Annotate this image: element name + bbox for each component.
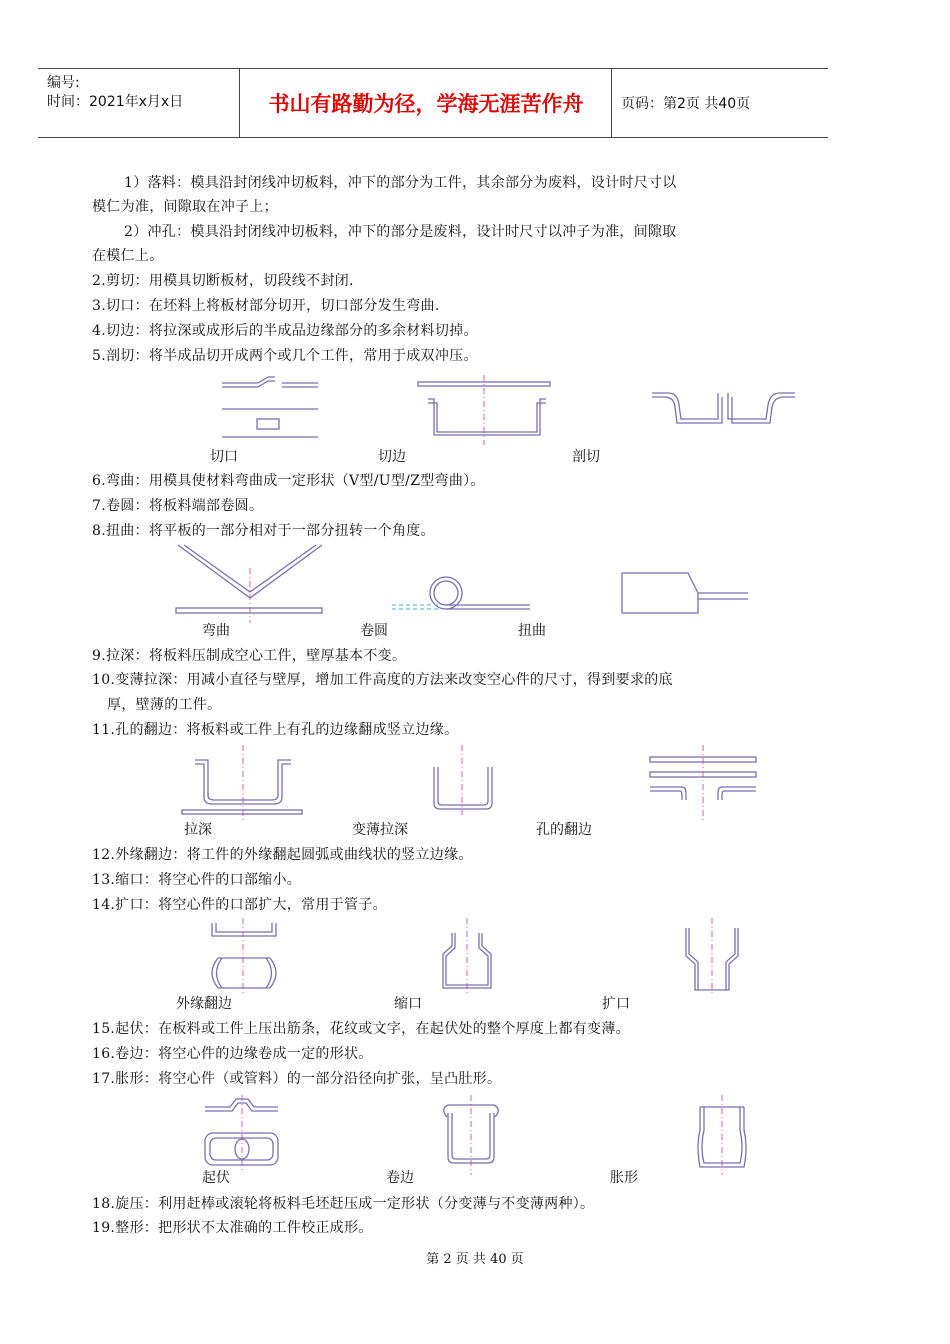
text-line: 14.扩口：将空心件的口部扩大，常用于管子。 — [92, 897, 387, 913]
text-line: 5.剖切：将半成品切开成两个或几个工件，常用于成双冲压。 — [92, 348, 478, 364]
figure-caption: 起伏 — [202, 1170, 230, 1186]
figure-caption: 扭曲 — [518, 623, 546, 639]
outer-flanging-figure — [212, 918, 276, 996]
figure-caption: 孔的翻边 — [536, 822, 592, 838]
text-line: 17.胀形：将空心件（或管料）的一部分沿径向扩张，呈凸肚形。 — [92, 1071, 502, 1087]
figure-row-flanging — [0, 918, 950, 998]
deep-drawing-figure — [182, 745, 302, 820]
necking-figure — [443, 918, 491, 996]
figure-caption: 切口 — [210, 449, 238, 465]
text-line: 模仁为准，间隙取在冲子上； — [92, 199, 278, 215]
figure-caption: 拉深 — [184, 822, 212, 838]
bulging-figure — [698, 1095, 746, 1175]
ironing-figure — [434, 745, 492, 815]
text-line: 9.拉深：将板料压制成空心工件，壁厚基本不变。 — [92, 648, 407, 664]
sectioning-figure — [652, 393, 795, 423]
text-line: 7.卷圆：将板料端部卷圆。 — [92, 498, 264, 514]
expanding-figure — [686, 918, 738, 996]
text-line: 2.剪切：用模具切断板材，切段线不封闭. — [92, 273, 354, 289]
page-header — [38, 68, 828, 138]
text-line: 12.外缘翻边：将工件的外缘翻起圆弧或曲线状的竖立边缘。 — [92, 847, 473, 863]
text-line: 11.孔的翻边：将板料或工件上有孔的边缘翻成竖立边缘。 — [92, 722, 459, 738]
figure-caption: 缩口 — [394, 996, 422, 1012]
figure-caption: 弯曲 — [202, 623, 230, 639]
beading-figure — [444, 1095, 499, 1175]
text-line: 13.缩口：将空心件的口部缩小。 — [92, 872, 302, 888]
figure-caption: 剖切 — [572, 449, 600, 465]
bending-figure — [176, 545, 322, 623]
figure-row-cutting — [0, 375, 950, 445]
text-line: 8.扭曲：将平板的一部分相对于一部分扭转一个角度。 — [92, 523, 435, 539]
text-line: 18.旋压：利用赶棒或滚轮将板料毛坯赶压成一定形状（分变薄与不变薄两种）。 — [92, 1196, 595, 1212]
text-line: 6.弯曲：用模具使材料弯曲成一定形状（V型/U型/Z型弯曲）。 — [92, 473, 485, 489]
page-footer: 第 2 页 共 40 页 — [426, 1252, 524, 1267]
header-divider — [611, 69, 612, 137]
header-page-info: 页码：第2页 共40页 — [621, 96, 751, 112]
text-line: 厚，壁薄的工件。 — [107, 697, 222, 713]
figure-row-drawing — [0, 745, 950, 820]
text-line: 15.起伏：在板料或工件上压出筋条，花纹或文字，在起伏处的整个厚度上都有变薄。 — [92, 1021, 630, 1037]
header-motto: 书山有路勤为径，学海无涯苦作舟 — [268, 92, 584, 116]
figure-row-bending — [0, 543, 950, 623]
text-line: 10.变薄拉深：用减小直径与壁厚，增加工件高度的方法来改变空心件的尺寸，得到要求的底 — [92, 672, 673, 688]
figure-caption: 卷边 — [386, 1170, 414, 1186]
figure-row-forming — [0, 1095, 950, 1175]
text-line: 在模仁上。 — [92, 248, 164, 264]
text-line: 16.卷边：将空心件的边缘卷成一定的形状。 — [92, 1046, 373, 1062]
text-line: 4.切边：将拉深或成形后的半成品边缘部分的多余材料切掉。 — [92, 323, 478, 339]
twisting-figure — [622, 573, 748, 613]
trimming-figure — [418, 375, 550, 445]
figure-caption: 变薄拉深 — [352, 822, 408, 838]
text-line: 19.整形：把形状不太准确的工件校正成形。 — [92, 1220, 373, 1236]
text-line: 1）落料：模具沿封闭线冲切板料，冲下的部分为工件，其余部分为废料，设计时尺寸以 — [124, 175, 677, 191]
embossing-figure — [205, 1095, 278, 1170]
figure-caption: 切边 — [378, 449, 406, 465]
serial-label: 编号: — [47, 75, 80, 91]
hole-flanging-figure — [650, 745, 756, 820]
figure-caption: 外缘翻边 — [176, 996, 232, 1012]
header-meta — [38, 69, 238, 137]
figure-caption: 胀形 — [610, 1170, 638, 1186]
text-line: 2）冲孔：模具沿封闭线冲切板料，冲下的部分是废料，设计时尺寸以冲子为准，间隙取 — [124, 224, 677, 240]
notch-figure — [222, 377, 318, 437]
figure-caption: 扩口 — [602, 996, 630, 1012]
header-divider — [239, 69, 240, 137]
curling-figure — [392, 577, 530, 609]
text-line: 3.切口：在坯料上将板材部分切开，切口部分发生弯曲. — [92, 298, 440, 314]
figure-caption: 卷圆 — [360, 623, 388, 639]
time-label: 时间：2021年x月x日 — [47, 94, 184, 110]
